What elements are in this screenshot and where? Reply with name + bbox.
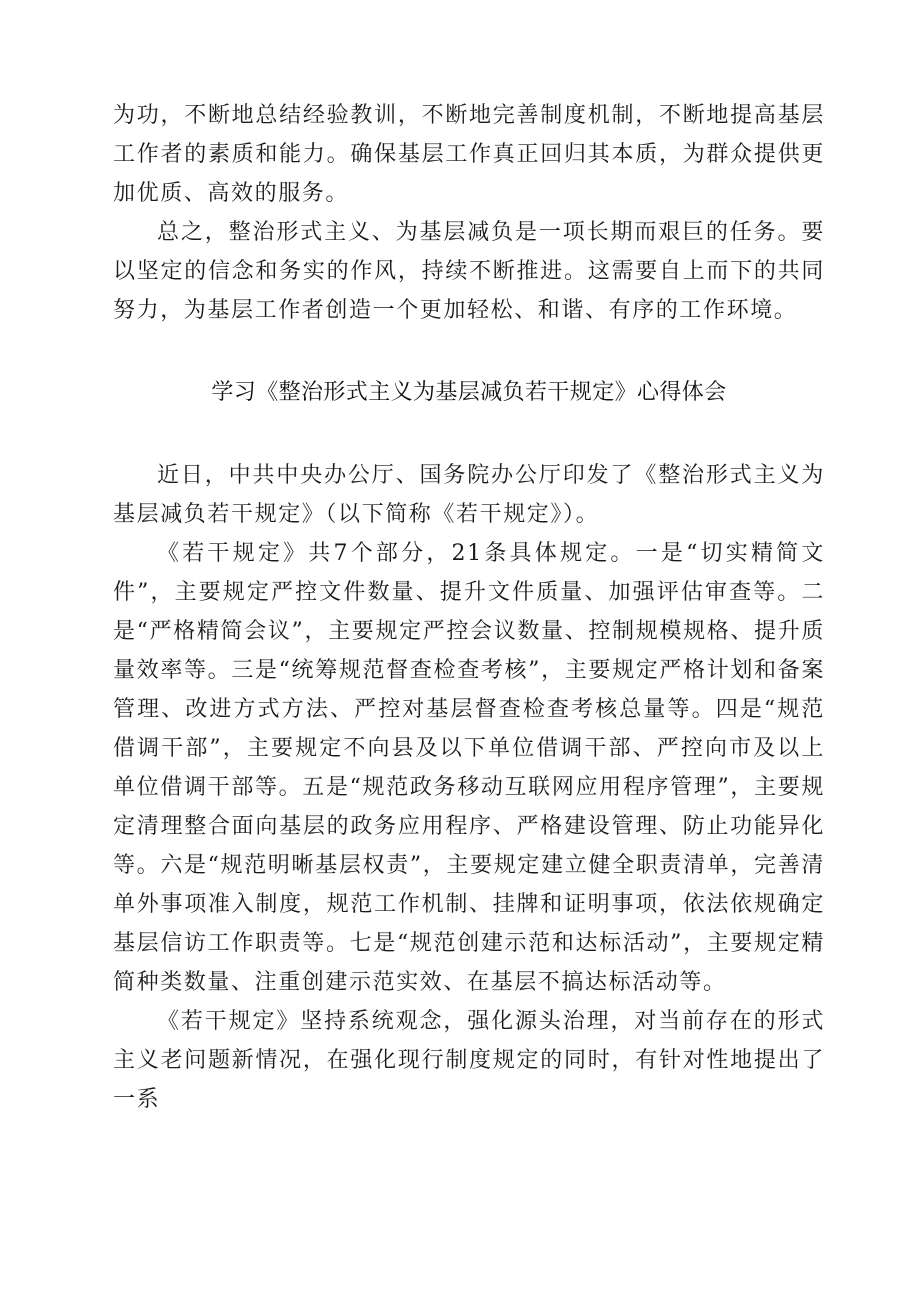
article-heading: 学习《整治形式主义为基层减负若干规定》心得体会 [211, 380, 727, 405]
document-body [113, 96, 825, 1119]
paragraph-continuation: 为功，不断地总结经验教训，不断地完善制度机制，不断地提高基层工作者的素质和能力。确保基层工作真正回归其本质，为群众提供更加优质、高效的服务。 [113, 103, 825, 206]
paragraph-intro: 近日，中共中央办公厅、国务院办公厅印发了《整治形式主义为基层减负若干规定》（以下简称《若干规定》）。 [113, 463, 825, 527]
paragraph-seven-parts: 《若干规定》共7个部分，21条具体规定。一是“切实精简文件”，主要规定严控文件数量、提升文件质量、加强评估审查等。二是“严格精简会议”，主要规定严控会议数量、控制规模规格、提升质量效率等。三是“统筹规范督查检查考核”，主要规定严格计划和备案管理、改进方式方法、严控对基层督查检查考核总量等。四是“规范借调干部”，主要规定不向县及以下单位借调干部、严控向市及以上单位借调干部等。五是“规范政务移动互联网应用程序管理”，主要规定清理整合面向基层的政务应用程序、严格建设管理、防止功能异化等。六是“规范明晰基层权责”，主要规定建立健全职责清单，完善清单外事项准入制度，规范工作机制、挂牌和证明事项，依法依规确定基层信访工作职责等。七是“规范创建示范和达标活动”，主要规定精简种类数量、注重创建示范实效、在基层不搞达标活动等。 [113, 541, 825, 995]
paragraph-system-view: 《若干规定》坚持系统观念，强化源头治理，对当前存在的形式主义老问题新情况，在强化现行制度规定的同时，有针对性地提出了一系 [113, 1009, 825, 1112]
paragraph-conclusion: 总之，整治形式主义、为基层减负是一项长期而艰巨的任务。要以坚定的信念和务实的作风，持续不断推进。这需要自上而下的共同努力，为基层工作者创造一个更加轻松、和谐、有序的工作环境。 [113, 220, 825, 323]
